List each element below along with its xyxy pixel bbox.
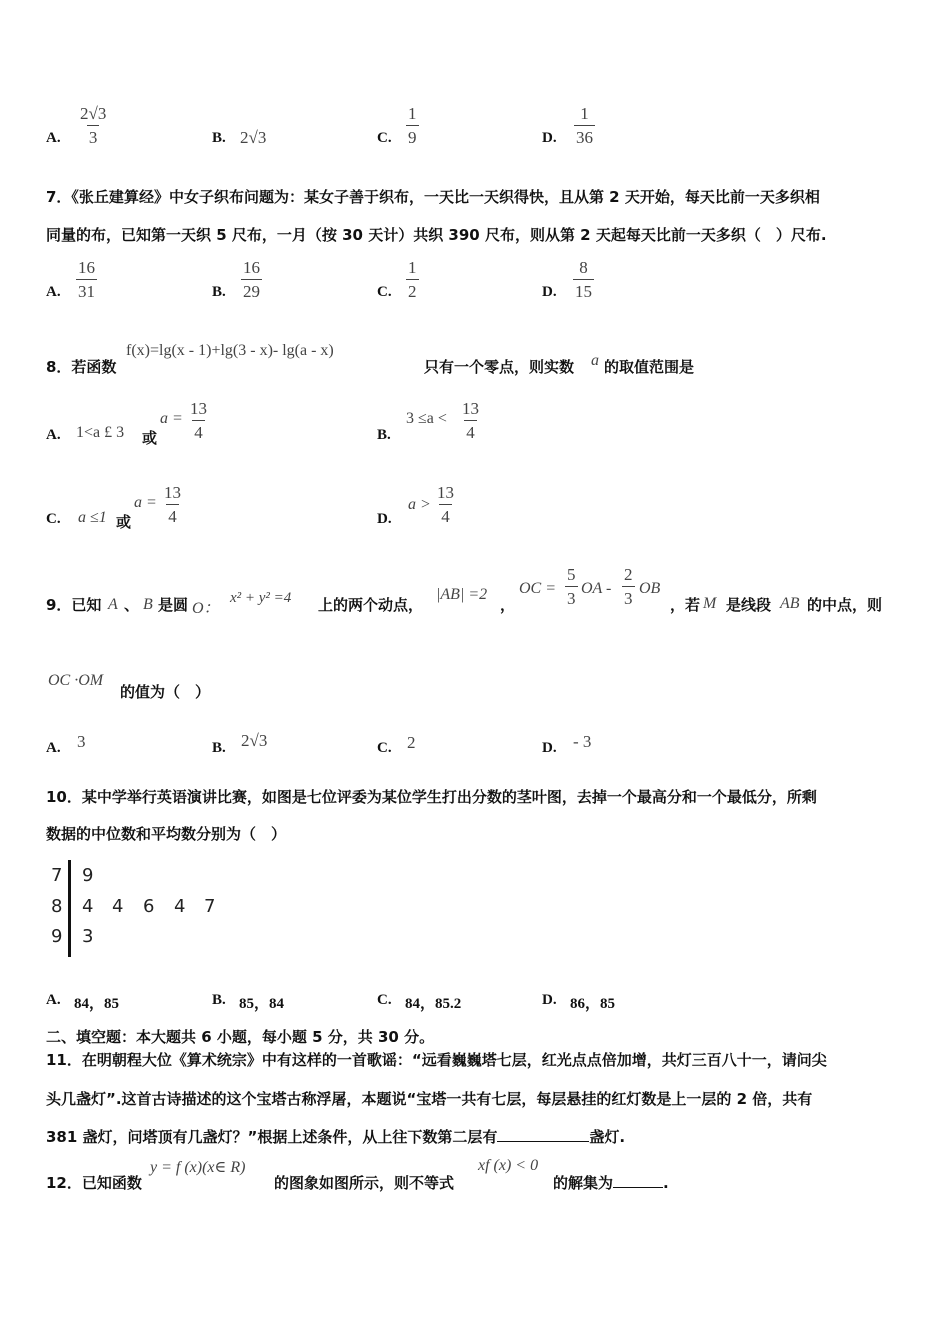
q7-option-c-value <box>406 259 419 300</box>
q8-a-denominator: 4 <box>192 420 205 441</box>
section-2-heading: 二、填空题：本大题共 6 小题，每小题 5 分，共 30 分。 <box>46 1028 435 1046</box>
q10-line-2: 数据的中位数和平均数分别为（ ） <box>46 825 287 843</box>
q7-d-numerator: 8 <box>579 258 588 277</box>
q7-option-b-label: B. <box>212 284 226 300</box>
q9-f1-numerator: 5 <box>567 565 576 584</box>
q9-option-a-label: A. <box>46 740 61 756</box>
q12-inequality: xf (x) < 0 <box>478 1157 539 1174</box>
q8-option-a-eq: a = <box>160 410 183 427</box>
q9-point-m: M <box>703 595 717 612</box>
q6-option-d-value <box>574 105 595 146</box>
q9-f2-denominator: 3 <box>622 586 635 607</box>
q9-ab-length: |AB| =2 <box>436 586 488 603</box>
q11-line-1: 11．在明朝程大位《算术统宗》中有这样的一首歌谣：“远看巍巍塔七层，红光点点倍加增，共灯三百八十一，请问尖 <box>46 1051 827 1069</box>
q7-d-denominator: 15 <box>573 279 594 300</box>
q7-option-d-label: D. <box>542 284 557 300</box>
q6-option-c-label: C. <box>377 130 392 146</box>
leaf-value: 7 <box>204 896 216 917</box>
q11-line-2: 头几盏灯”.这首古诗描述的这个宝塔古称浮屠，本题说“宝塔一共有七层，每层悬挂的红灯数是上一层的 2 倍，共有 <box>46 1090 813 1108</box>
q9-option-c-label: C. <box>377 740 392 756</box>
q9-option-c-value: 2 <box>407 733 416 752</box>
q7-option-a-label: A. <box>46 284 61 300</box>
q9-option-b-value: 2√3 <box>241 731 268 750</box>
q8-option-d-fraction <box>435 484 456 525</box>
q8-option-b-fraction <box>460 400 481 441</box>
q8-suffix: 的取值范围是 <box>604 358 695 376</box>
leaf-value: 3 <box>82 926 94 947</box>
q10-option-c-value: 84，85.2 <box>405 996 462 1012</box>
q8-option-c-fraction <box>162 484 183 525</box>
q8-option-c-range: a ≤1 <box>78 509 107 526</box>
leaf-value: 4 <box>174 896 186 917</box>
stem-value: 7 <box>51 865 63 886</box>
q7-option-b-value <box>241 259 262 300</box>
q12-end: . <box>663 1174 669 1192</box>
q8-function-formula: f(x)=lg(x - 1)+lg(3 - x)- lg(a - x) <box>126 342 334 359</box>
q6-d-denominator: 36 <box>574 125 595 146</box>
q8-option-c-eq: a = <box>134 494 157 511</box>
q12-text-2: 的解集为 <box>553 1174 614 1192</box>
q8-prefix: 8．若函数 <box>46 358 117 376</box>
q12-prefix: 12．已知函数 <box>46 1174 142 1192</box>
q7-option-c-label: C. <box>377 284 392 300</box>
q9-text-6: 的值为（ ） <box>120 683 211 701</box>
q9-comma: ， <box>500 596 516 614</box>
q6-c-denominator: 9 <box>406 125 419 146</box>
q9-point-a: A <box>108 596 118 613</box>
q8-option-a-range: 1<a £ 3 <box>76 424 125 441</box>
leaf-value: 4 <box>82 896 94 917</box>
q12-suffix <box>553 1172 669 1193</box>
q7-line-2: 同量的布，已知第一天织 5 尺布，一月（按 30 天计）共织 390 尺布，则从第 2 天起每天比前一天多织（ ）尺布. <box>46 226 827 244</box>
q10-option-d-label: D. <box>542 992 557 1008</box>
q9-prefix: 9．已知 <box>46 596 102 614</box>
q12-answer-blank[interactable] <box>613 1187 663 1188</box>
q9-segment-ab: AB <box>780 595 800 612</box>
q8-option-a-fraction <box>188 400 209 441</box>
q8-option-d-label: D. <box>377 511 392 527</box>
q8-c-numerator: 13 <box>164 483 181 502</box>
leaf-value: 9 <box>82 865 94 886</box>
q6-d-numerator: 1 <box>580 104 589 123</box>
q10-option-d-value: 86，85 <box>570 996 616 1012</box>
q11-line-3 <box>46 1126 625 1147</box>
q8-b-denominator: 4 <box>464 420 477 441</box>
q7-b-numerator: 16 <box>243 258 260 277</box>
q6-a-denominator: 3 <box>87 125 100 146</box>
leaf-value: 4 <box>112 896 124 917</box>
q7-b-denominator: 29 <box>241 279 262 300</box>
q9-text-3: ，若 <box>670 596 701 614</box>
q9-point-b: B <box>143 596 153 613</box>
q6-a-numerator: 2√3 <box>80 104 107 123</box>
q9-text-5: 的中点，则 <box>807 596 883 614</box>
q8-option-a-label: A. <box>46 427 61 443</box>
q8-middle-text: 只有一个零点，则实数 <box>424 358 575 376</box>
q9-option-d-value: - 3 <box>573 732 592 751</box>
q7-option-a-value <box>76 259 97 300</box>
q9-option-d-label: D. <box>542 740 557 756</box>
q6-c-numerator: 1 <box>408 104 417 123</box>
q8-option-d-range: a > <box>408 496 431 513</box>
q7-option-d-value <box>573 259 594 300</box>
q10-option-b-value: 85，84 <box>239 996 285 1012</box>
q6-option-a-label: A. <box>46 130 61 146</box>
q6-option-c-value <box>406 105 419 146</box>
q10-option-a-value: 84，85 <box>74 996 120 1012</box>
q11-answer-blank[interactable] <box>497 1141 589 1142</box>
q8-d-numerator: 13 <box>437 483 454 502</box>
q9-text-2: 上的两个动点， <box>318 596 424 614</box>
stem-leaf-plot <box>46 860 246 960</box>
q7-c-numerator: 1 <box>408 258 417 277</box>
q8-c-denominator: 4 <box>166 504 179 525</box>
stem-leaf-divider <box>68 860 71 957</box>
q6-option-b-value: 2√3 <box>240 128 267 147</box>
q6-option-a-value <box>78 105 108 146</box>
q8-option-b-range: 3 ≤a < <box>406 410 447 427</box>
q12-function: y = f (x)(x∈ R) <box>150 1159 246 1176</box>
q12-text-1: 的图象如图所示，则不等式 <box>274 1174 455 1192</box>
q9-circle-o: O： <box>192 600 220 617</box>
q9-circle-equation: x² + y² =4 <box>230 590 292 606</box>
q9-option-a-value: 3 <box>77 732 86 751</box>
stem-value: 8 <box>51 896 63 917</box>
q8-b-numerator: 13 <box>462 399 479 418</box>
q9-text-4: 是线段 <box>726 596 772 614</box>
q7-line-1: 7．《张丘建算经》中女子织布问题为：某女子善于织布，一天比一天织得快，且从第 2 天开始，每天比前一天多织相 <box>46 188 820 206</box>
q9-option-b-label: B. <box>212 740 226 756</box>
q9-oc-label: OC = <box>519 580 557 597</box>
leaf-value: 6 <box>143 896 155 917</box>
q9-f2-numerator: 2 <box>624 565 633 584</box>
q7-a-denominator: 31 <box>76 279 97 300</box>
q8-d-denominator: 4 <box>439 504 452 525</box>
q7-c-denominator: 2 <box>406 279 419 300</box>
q7-a-numerator: 16 <box>78 258 95 277</box>
stem-value: 9 <box>51 926 63 947</box>
q8-variable-a: a <box>591 352 599 369</box>
q8-option-c-or: 或 <box>116 513 132 531</box>
q10-line-1: 10．某中学举行英语演讲比赛，如图是七位评委为某位学生打出分数的茎叶图，去掉一个最高分和一个最低分，所剩 <box>46 788 817 806</box>
q9-dot-product: OC ·OM <box>48 672 104 689</box>
q8-option-b-label: B. <box>377 427 391 443</box>
q11-line-3-text: 381 盏灯，问塔顶有几盏灯？”根据上述条件，从上往下数第二层有 <box>46 1128 498 1146</box>
q9-ob-term: OB <box>639 580 661 597</box>
q9-text-1: 是圆 <box>158 596 189 614</box>
q9-fraction-1 <box>565 566 578 607</box>
q9-separator: 、 <box>124 596 140 614</box>
q9-fraction-2 <box>622 566 635 607</box>
q6-option-d-label: D. <box>542 130 557 146</box>
q8-option-a-or: 或 <box>142 429 158 447</box>
q10-option-b-label: B. <box>212 992 226 1008</box>
q10-option-c-label: C. <box>377 992 392 1008</box>
q8-a-numerator: 13 <box>190 399 207 418</box>
q11-line-3-end: 盏灯. <box>589 1128 626 1146</box>
q6-option-b-label: B. <box>212 130 226 146</box>
q9-f1-denominator: 3 <box>565 586 578 607</box>
q8-option-c-label: C. <box>46 511 61 527</box>
q9-oa-term: OA - <box>581 580 612 597</box>
q10-option-a-label: A. <box>46 992 61 1008</box>
